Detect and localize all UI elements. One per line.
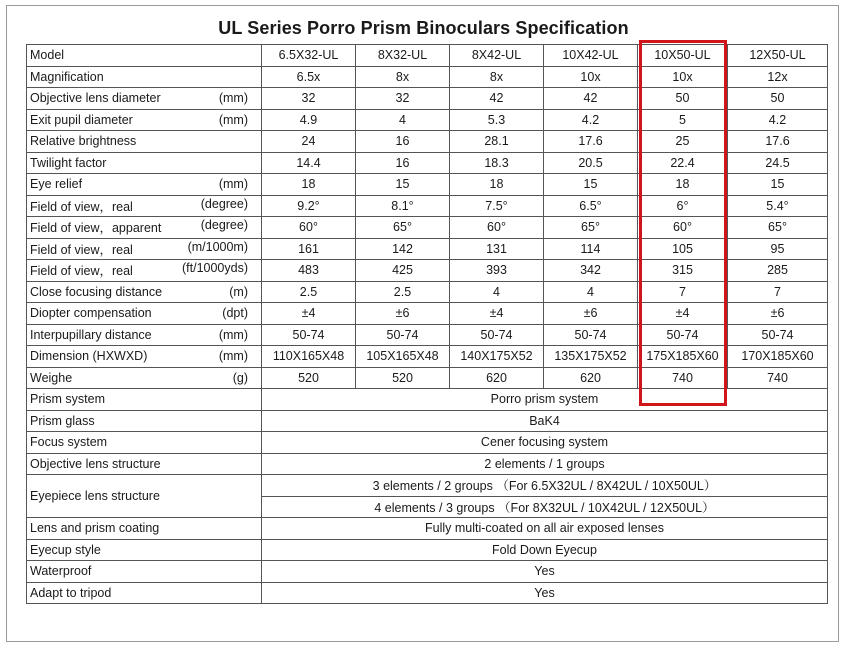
value-cell: 4.9 [262,109,356,131]
row-label: Eyecup style [27,539,262,561]
common-value: Fully multi-coated on all air exposed lenses [262,518,828,540]
row-label-cell [27,152,262,174]
value-cell: 4 [544,281,638,303]
value-cell: 135X175X52 [544,346,638,368]
value-cell: 18 [450,174,544,196]
value-cell: 4 [356,109,450,131]
value-cell: 65° [544,217,638,239]
spec-row [27,281,828,303]
row-label: Prism system [27,389,262,411]
value-cell: 4.2 [728,109,828,131]
row-label-cell [27,109,262,131]
value-cell: 140X175X52 [450,346,544,368]
common-value: Cener focusing system [262,432,828,454]
value-cell: 393 [450,260,544,282]
row-label: Twilight factor [30,155,107,170]
row-unit: (mm) [218,177,248,192]
row-label-cell [27,346,262,368]
value-cell: 161 [262,238,356,260]
value-cell: 60° [638,217,728,239]
row-label: Field of view，real [30,242,133,257]
row-label: Adapt to tripod [27,582,262,604]
common-row [27,539,828,561]
common-row [27,389,828,411]
value-cell: 6.5x [262,66,356,88]
value-cell: ±4 [450,303,544,325]
value-cell: 170X185X60 [728,346,828,368]
common-value: 2 elements / 1 groups [262,453,828,475]
value-cell: 10x [638,66,728,88]
row-label-cell [27,303,262,325]
row-unit: (dpt) [222,306,248,321]
common-row [27,432,828,454]
spec-row [27,152,828,174]
value-cell: 22.4 [638,152,728,174]
spec-row [27,260,828,282]
row-unit: (g) [232,370,248,385]
eyepiece-line: 4 elements / 3 groups （For 8X32UL / 10X42UL / 12X50UL） [262,496,828,518]
value-cell: 105X165X48 [356,346,450,368]
value-cell: 60° [450,217,544,239]
value-cell: 7 [728,281,828,303]
spec-row [27,303,828,325]
value-cell: 15 [728,174,828,196]
value-cell: 9.2° [262,195,356,217]
row-label: Objective lens diameter [30,91,161,106]
row-label-cell [27,131,262,153]
eyepiece-line: 3 elements / 2 groups （For 6.5X32UL / 8X42UL / 10X50UL） [262,475,828,497]
value-cell: 4.2 [544,109,638,131]
value-cell: 65° [728,217,828,239]
row-unit: (m) [229,284,248,299]
value-cell: ±6 [544,303,638,325]
common-value: Fold Down Eyecup [262,539,828,561]
value-cell: 110X165X48 [262,346,356,368]
value-cell: 8.1° [356,195,450,217]
row-label-cell [27,260,262,282]
value-cell: 17.6 [728,131,828,153]
value-cell: ±6 [728,303,828,325]
value-cell: 131 [450,238,544,260]
value-cell: 25 [638,131,728,153]
spec-row [27,109,828,131]
row-label: Focus system [27,432,262,454]
value-cell: ±4 [638,303,728,325]
value-cell: 42 [450,88,544,110]
common-value: BaK4 [262,410,828,432]
value-cell: 620 [450,367,544,389]
row-unit: (mm) [218,112,248,127]
row-label: Prism glass [27,410,262,432]
row-label-cell [27,88,262,110]
value-cell: 8x [356,66,450,88]
value-cell: 42 [544,88,638,110]
value-cell: 24.5 [728,152,828,174]
value-cell: 15 [544,174,638,196]
value-cell: 620 [544,367,638,389]
value-cell: 16 [356,131,450,153]
value-cell: 50 [638,88,728,110]
value-cell: 50-74 [638,324,728,346]
value-cell: 520 [262,367,356,389]
value-cell: 32 [262,88,356,110]
value-cell: 18.3 [450,152,544,174]
value-cell: ±4 [262,303,356,325]
value-cell: ±6 [356,303,450,325]
row-label: Eye relief [30,177,83,192]
row-unit: (ft/1000yds) [181,261,248,276]
common-row [27,582,828,604]
spec-row [27,324,828,346]
value-cell: 18 [262,174,356,196]
row-label-cell [27,217,262,239]
spec-row [27,88,828,110]
value-cell: 50-74 [728,324,828,346]
value-cell: 50-74 [544,324,638,346]
row-label: Relative brightness [30,134,137,149]
model-header: 8X42-UL [450,45,544,67]
spec-table [26,44,828,604]
value-cell: 5 [638,109,728,131]
value-cell: 50-74 [356,324,450,346]
row-label-cell [27,281,262,303]
value-cell: 50-74 [262,324,356,346]
value-cell: 520 [356,367,450,389]
value-cell: 285 [728,260,828,282]
row-label: Exit pupil diameter [30,112,133,127]
value-cell: 10x [544,66,638,88]
value-cell: 2.5 [262,281,356,303]
model-header: 12X50-UL [728,45,828,67]
value-cell: 114 [544,238,638,260]
value-cell: 24 [262,131,356,153]
value-cell: 7 [638,281,728,303]
value-cell: 14.4 [262,152,356,174]
row-label-cell [27,66,262,88]
model-header: 6.5X32-UL [262,45,356,67]
row-label-cell [27,238,262,260]
spec-row [27,66,828,88]
row-label-cell [27,367,262,389]
value-cell: 12x [728,66,828,88]
row-unit: (mm) [218,91,248,106]
value-cell: 5.4° [728,195,828,217]
value-cell: 425 [356,260,450,282]
value-cell: 6° [638,195,728,217]
value-cell: 4 [450,281,544,303]
row-label: Lens and prism coating [27,518,262,540]
row-unit: (degree) [200,196,248,211]
row-unit: (mm) [218,349,248,364]
row-label: Diopter compensation [30,306,152,321]
row-label: Close focusing distance [30,284,163,299]
value-cell: 6.5° [544,195,638,217]
value-cell: 50-74 [450,324,544,346]
spec-row [27,346,828,368]
common-row [27,410,828,432]
value-cell: 2.5 [356,281,450,303]
header-label: Model [27,45,262,67]
row-label: Field of view，real [30,199,133,214]
row-label: Eyepiece lens structure [27,475,262,518]
value-cell: 17.6 [544,131,638,153]
value-cell: 483 [262,260,356,282]
common-value: Yes [262,582,828,604]
value-cell: 18 [638,174,728,196]
spec-row [27,367,828,389]
row-label: Field of view，apparent [30,221,162,236]
value-cell: 28.1 [450,131,544,153]
row-unit: (m/1000m) [187,239,248,254]
value-cell: 740 [638,367,728,389]
row-label-cell [27,324,262,346]
common-value: Porro prism system [262,389,828,411]
value-cell: 20.5 [544,152,638,174]
value-cell: 50 [728,88,828,110]
model-header: 8X32-UL [356,45,450,67]
common-row [27,561,828,583]
row-label-cell [27,195,262,217]
value-cell: 60° [262,217,356,239]
value-cell: 15 [356,174,450,196]
row-label: Weighe [30,370,73,385]
model-header: 10X42-UL [544,45,638,67]
value-cell: 175X185X60 [638,346,728,368]
spec-row [27,174,828,196]
row-label: Field of view，real [30,264,133,279]
value-cell: 315 [638,260,728,282]
row-label: Waterproof [27,561,262,583]
row-unit: (degree) [200,218,248,233]
model-header: 10X50-UL [638,45,728,67]
value-cell: 95 [728,238,828,260]
page-title: UL Series Porro Prism Binoculars Specification [218,18,629,38]
row-unit: (mm) [218,327,248,342]
row-label: Magnification [30,69,104,84]
spec-row [27,195,828,217]
value-cell: 105 [638,238,728,260]
spec-row [27,131,828,153]
row-label: Interpupillary distance [30,327,152,342]
value-cell: 8x [450,66,544,88]
value-cell: 65° [356,217,450,239]
value-cell: 32 [356,88,450,110]
row-label: Objective lens structure [27,453,262,475]
value-cell: 142 [356,238,450,260]
common-row [27,453,828,475]
header-row [27,45,828,67]
row-label: Dimension (HXWXD) [30,349,148,364]
eyepiece-row [27,475,828,497]
value-cell: 5.3 [450,109,544,131]
value-cell: 16 [356,152,450,174]
spec-row [27,238,828,260]
value-cell: 740 [728,367,828,389]
value-cell: 342 [544,260,638,282]
value-cell: 7.5° [450,195,544,217]
common-value: Yes [262,561,828,583]
spec-row [27,217,828,239]
common-row [27,518,828,540]
row-label-cell [27,174,262,196]
